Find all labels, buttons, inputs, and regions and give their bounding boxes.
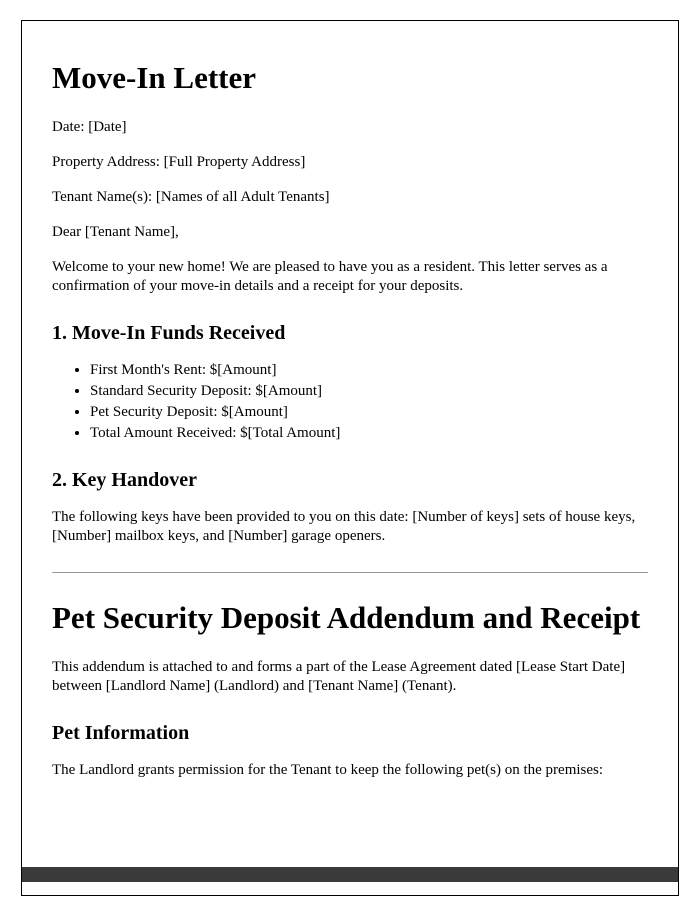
welcome-paragraph: Welcome to your new home! We are pleased to have you as a resident. This letter serves as a confirmation of your move-in details and a receipt for your deposits. bbox=[52, 258, 608, 294]
letter-title: Move-In Letter bbox=[52, 60, 256, 95]
list-item: • Pet Security Deposit: $[Amount] bbox=[90, 403, 648, 422]
addendum-title: Pet Security Deposit Addendum and Receipt bbox=[52, 600, 641, 636]
key-handover-heading: 2. Key Handover bbox=[52, 469, 197, 492]
key-handover-paragraph: The following keys have been provided to you on this date: [Number of keys] sets of house keys, [Number] mailbox keys, and [Number] garage openers. bbox=[52, 509, 636, 545]
pet-information-heading: Pet Information bbox=[52, 722, 190, 745]
list-item: • Standard Security Deposit: $[Amount] bbox=[90, 382, 648, 401]
funds-list bbox=[52, 361, 648, 443]
date-line: Date: [Date] bbox=[52, 118, 127, 135]
property-address-line: Property Address: [Full Property Address] bbox=[52, 153, 306, 170]
pet-information-paragraph: The Landlord grants permission for the Tenant to keep the following pet(s) on the premises: bbox=[52, 762, 604, 779]
bottom-bar bbox=[22, 867, 678, 882]
tenant-names-line: Tenant Name(s): [Names of all Adult Tenants] bbox=[52, 188, 330, 205]
list-item: • First Month's Rent: $[Amount] bbox=[90, 361, 648, 380]
document-content bbox=[22, 21, 678, 780]
addendum-paragraph: This addendum is attached to and forms a part of the Lease Agreement dated [Lease Start Date] between [Landlord Name] (Landlord) and [Tenant Name] (Tenant). bbox=[52, 659, 626, 695]
document-page bbox=[21, 20, 679, 896]
list-item: • Total Amount Received: $[Total Amount] bbox=[90, 424, 648, 443]
salutation-line: Dear [Tenant Name], bbox=[52, 223, 179, 240]
section-divider bbox=[52, 572, 648, 573]
funds-received-heading: 1. Move-In Funds Received bbox=[52, 322, 286, 345]
